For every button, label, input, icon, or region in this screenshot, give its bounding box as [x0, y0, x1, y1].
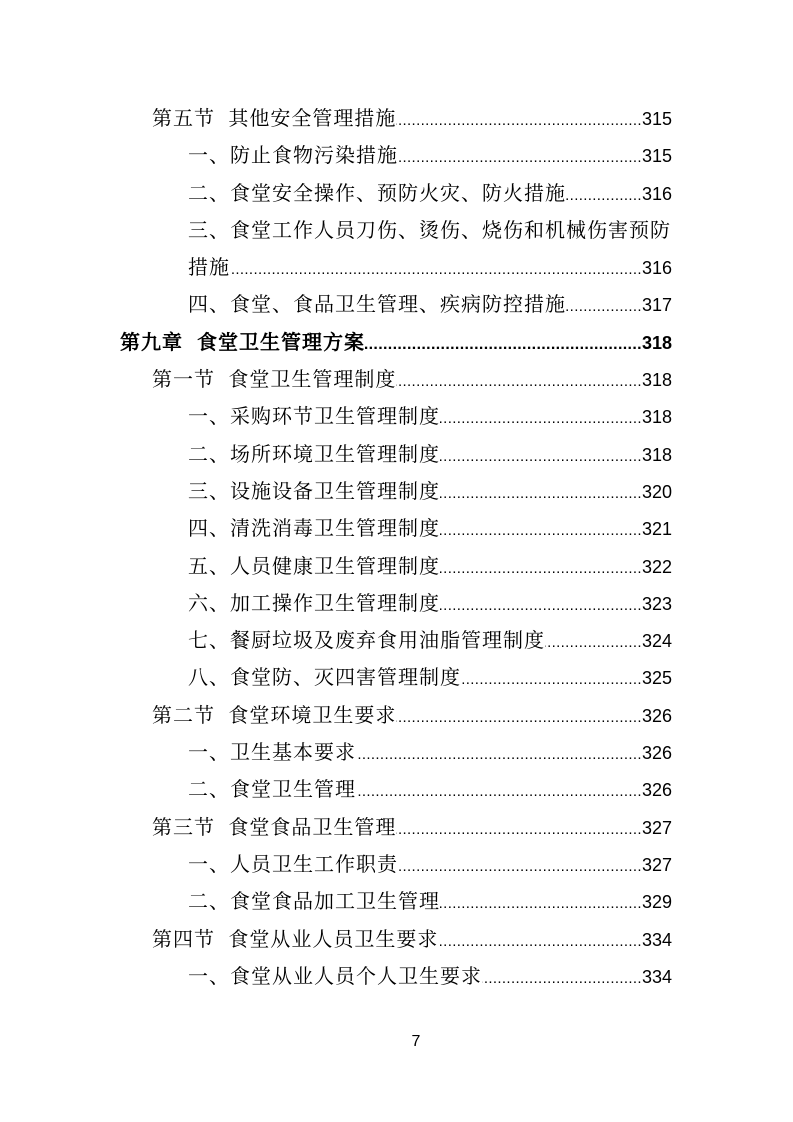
toc-entry-title: 八、食堂防、灭四害管理制度 — [188, 665, 461, 690]
toc-entry-page: 316 — [641, 258, 672, 279]
toc-leader-dots — [396, 811, 642, 848]
toc-item-entry — [0, 137, 793, 174]
toc-entry-page: 323 — [641, 593, 672, 614]
toc-entry-page: 320 — [641, 481, 672, 502]
toc-entry-title: 二、食堂卫生管理 — [188, 777, 356, 802]
toc-entry-page: 315 — [641, 109, 672, 129]
toc-entry-page: 325 — [641, 668, 672, 689]
toc-entry-page: 318 — [641, 407, 672, 428]
toc-leader-dots — [440, 438, 642, 475]
toc-entry-page: 329 — [641, 892, 672, 913]
toc-item-entry — [0, 585, 793, 622]
toc-leader-dots — [440, 512, 642, 549]
toc-leader-dots — [566, 177, 642, 214]
toc-section-entry — [0, 921, 793, 958]
toc-entry-title: 二、食堂安全操作、预防火灾、防火措施 — [188, 180, 566, 205]
toc-entry-page: 316 — [641, 183, 672, 204]
toc-leader-dots — [356, 773, 642, 810]
toc-entry-title: 一、食堂从业人员个人卫生要求 — [188, 963, 482, 988]
toc-leader-dots — [438, 923, 642, 960]
toc-item-entry — [0, 846, 793, 883]
toc-section-entry — [0, 809, 793, 846]
toc-entry-page: 326 — [641, 705, 672, 726]
toc-leader-dots — [440, 885, 642, 922]
toc-item-entry — [0, 398, 793, 435]
toc-entry-title-line2: 措施 — [188, 255, 230, 280]
toc-entry-title: 一、防止食物污染措施 — [188, 143, 398, 168]
toc-entry-page: 317 — [641, 295, 672, 316]
toc-leader-dots — [398, 139, 642, 176]
toc-item-entry — [0, 771, 793, 808]
toc-leader-dots — [440, 550, 642, 587]
toc-leader-dots — [461, 661, 642, 698]
toc-entry-title: 第二节 食堂环境卫生要求 — [152, 702, 397, 727]
toc-entry-title-line1: 三、食堂工作人员刀伤、烫伤、烧伤和机械伤害预防 — [188, 217, 671, 242]
toc-entry-page: 322 — [641, 556, 672, 577]
toc-item-entry — [0, 548, 793, 585]
toc-entry-page: 334 — [641, 929, 672, 950]
toc-chapter-title: 第九章 食堂卫生管理方案 — [120, 329, 365, 354]
table-of-contents — [0, 100, 793, 995]
toc-entry-title: 六、加工操作卫生管理制度 — [188, 590, 440, 615]
toc-entry-page: 318 — [641, 370, 672, 391]
toc-item-entry — [0, 883, 793, 920]
toc-entry-title: 第一节 食堂卫生管理制度 — [152, 367, 397, 392]
toc-leader-dots — [482, 960, 642, 997]
toc-entry-page: 326 — [641, 743, 672, 764]
toc-item-entry — [0, 175, 793, 212]
toc-leader-dots — [440, 587, 642, 624]
toc-entry-title: 七、餐厨垃圾及废弃食用油脂管理制度 — [188, 628, 545, 653]
toc-item-entry — [0, 734, 793, 771]
toc-item-entry — [0, 286, 793, 323]
toc-section-entry — [0, 100, 793, 137]
toc-entry-title: 第四节 食堂从业人员卫生要求 — [152, 926, 439, 951]
toc-entry-page: 318 — [641, 444, 672, 465]
toc-leader-dots — [230, 251, 642, 288]
toc-entry-title: 二、场所环境卫生管理制度 — [188, 441, 440, 466]
toc-item-entry — [0, 436, 793, 473]
toc-leader-dots — [396, 102, 642, 139]
toc-entry-title: 三、设施设备卫生管理制度 — [188, 478, 440, 503]
toc-item-entry — [0, 659, 793, 696]
toc-entry-title: 五、人员健康卫生管理制度 — [188, 553, 440, 578]
toc-leader-dots — [396, 363, 642, 400]
toc-leader-dots — [545, 624, 642, 661]
toc-leader-dots — [356, 736, 642, 773]
toc-entry-page: 327 — [641, 817, 672, 838]
toc-entry-page: 324 — [641, 631, 672, 652]
toc-entry-page: 321 — [641, 519, 672, 540]
toc-section-entry — [0, 361, 793, 398]
toc-entry-title: 一、采购环节卫生管理制度 — [188, 404, 440, 429]
toc-entry-title: 一、卫生基本要求 — [188, 740, 356, 765]
toc-leader-dots — [396, 699, 642, 736]
toc-leader-dots — [440, 475, 642, 512]
toc-leader-dots — [440, 400, 642, 437]
toc-item-entry — [0, 622, 793, 659]
toc-entry-page: 318 — [641, 332, 672, 353]
toc-entry-page: 334 — [641, 966, 672, 987]
toc-leader-dots — [566, 288, 642, 325]
toc-leader-dots — [398, 848, 642, 885]
toc-leader-dots — [365, 326, 642, 363]
toc-item-entry-wrapped-line — [0, 212, 793, 249]
toc-entry-title: 第三节 食堂食品卫生管理 — [152, 814, 397, 839]
toc-entry-title: 二、食堂食品加工卫生管理 — [188, 889, 440, 914]
toc-section-entry — [0, 697, 793, 734]
toc-item-entry — [0, 510, 793, 547]
toc-entry-title: 四、食堂、食品卫生管理、疾病防控措施 — [188, 292, 566, 317]
toc-chapter-entry — [0, 324, 793, 361]
toc-entry-page: 326 — [641, 780, 672, 801]
toc-item-entry-continuation — [0, 249, 793, 286]
toc-entry-page: 327 — [641, 854, 672, 875]
toc-entry-title: 第五节 其他安全管理措施 — [152, 106, 397, 130]
page-number: 7 — [411, 1033, 421, 1050]
toc-entry-title: 四、清洗消毒卫生管理制度 — [188, 516, 440, 541]
toc-item-entry — [0, 473, 793, 510]
toc-entry-title: 一、人员卫生工作职责 — [188, 851, 398, 876]
toc-item-entry — [0, 958, 793, 995]
toc-entry-page: 315 — [641, 146, 672, 167]
